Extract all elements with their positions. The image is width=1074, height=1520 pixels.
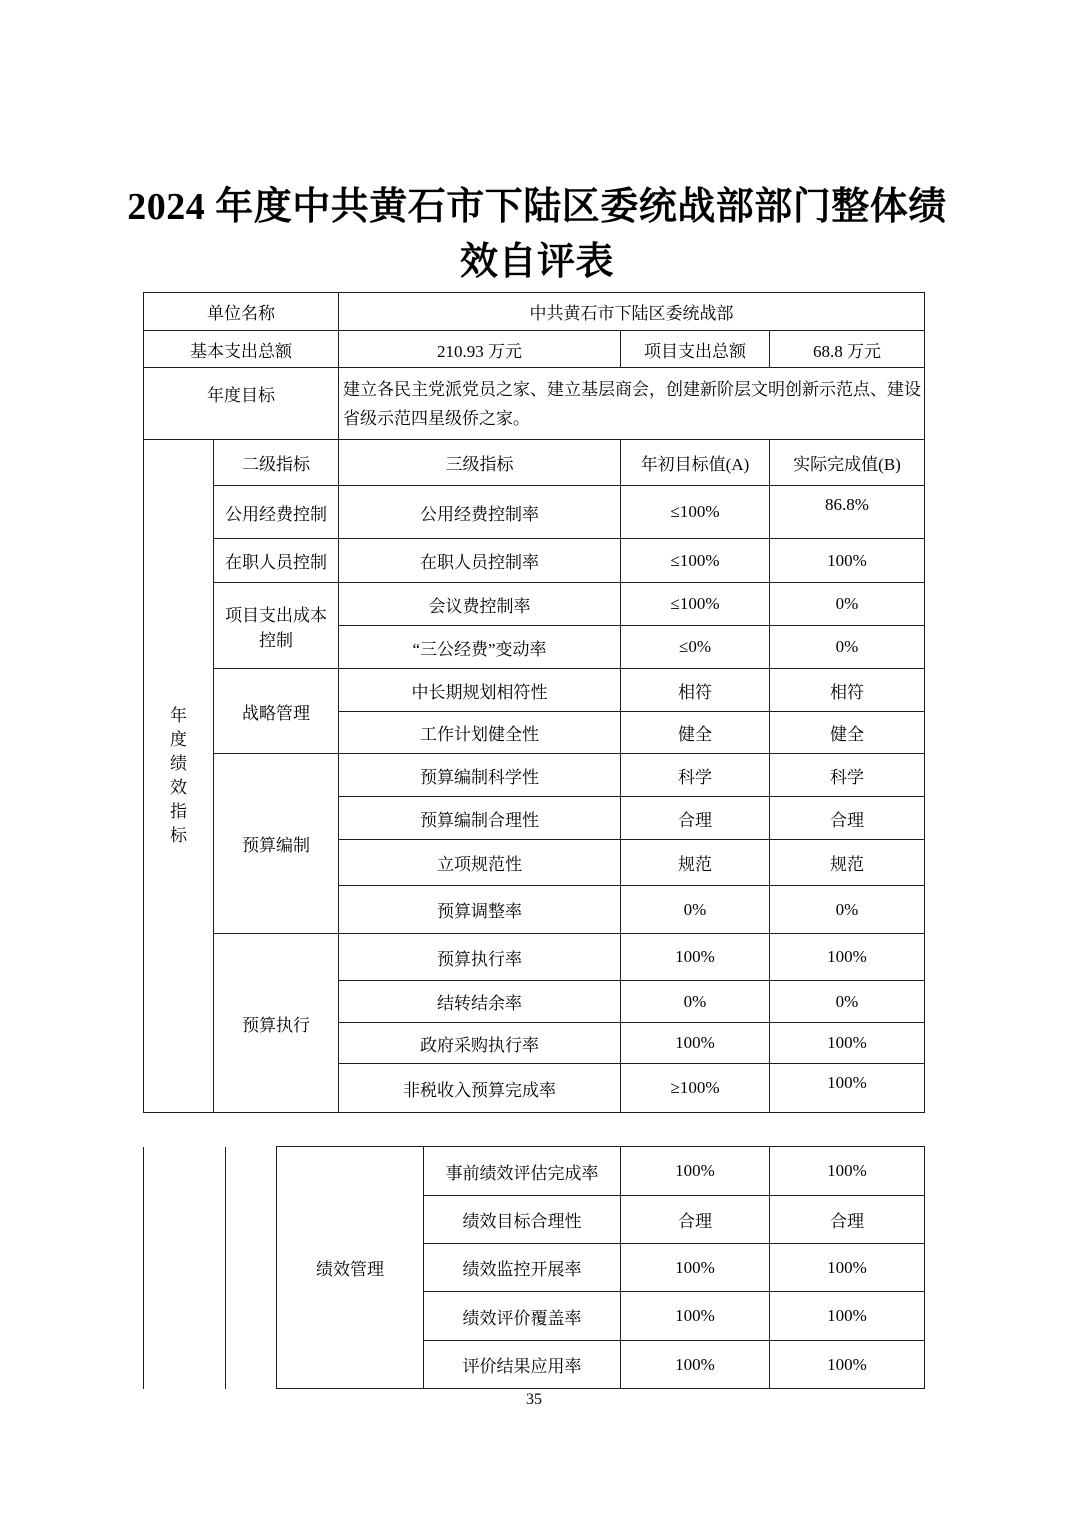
- target-cell: 0%: [621, 886, 770, 934]
- actual-cell: 健全: [770, 712, 925, 754]
- indicator-header-row: [144, 440, 925, 486]
- level3-cell: 结转结余率: [339, 981, 621, 1023]
- category-label: 年度绩效指标: [170, 706, 187, 845]
- expense-row: [144, 331, 925, 368]
- level2-cell: 项目支出成本控制: [214, 583, 339, 669]
- target-cell: ≥100%: [621, 1064, 770, 1113]
- annual-goal-value: 建立各民主党派党员之家、建立基层商会，创建新阶层文明创新示范点、建设省级示范四星级侨之家。: [339, 368, 925, 440]
- actual-cell: 0%: [770, 583, 925, 626]
- target-cell: ≤0%: [621, 626, 770, 669]
- target-cell: 100%: [621, 1023, 770, 1064]
- level3-cell: 立项规范性: [339, 840, 621, 886]
- actual-cell: 100%: [770, 934, 925, 981]
- unit-name-value: 中共黄石市下陆区委统战部: [339, 293, 925, 331]
- level3-cell: 预算执行率: [339, 934, 621, 981]
- level3-cell: 预算编制合理性: [339, 797, 621, 840]
- target-cell: ≤100%: [621, 539, 770, 583]
- target-cell: ≤100%: [621, 486, 770, 539]
- actual-cell: 100%: [770, 539, 925, 583]
- level3-cell: 政府采购执行率: [339, 1023, 621, 1064]
- category-cell-empty: [144, 1147, 226, 1389]
- indicator-row: [144, 934, 925, 981]
- target-cell: 合理: [621, 797, 770, 840]
- target-cell: 100%: [621, 934, 770, 981]
- actual-cell: 100%: [770, 1147, 925, 1196]
- target-cell: ≤100%: [621, 583, 770, 626]
- target-cell: 100%: [621, 1341, 770, 1389]
- self-evaluation-table: [143, 292, 925, 1113]
- level3-cell: 工作计划健全性: [339, 712, 621, 754]
- actual-cell: 0%: [770, 626, 925, 669]
- target-cell: 100%: [621, 1244, 770, 1292]
- target-cell: 健全: [621, 712, 770, 754]
- actual-cell: 科学: [770, 754, 925, 797]
- level3-cell: 会议费控制率: [339, 583, 621, 626]
- target-cell: 规范: [621, 840, 770, 886]
- level2-header: 二级指标: [214, 440, 339, 486]
- target-cell: 相符: [621, 669, 770, 712]
- level3-cell: 绩效评价覆盖率: [424, 1292, 621, 1341]
- level3-cell: 中长期规划相符性: [339, 669, 621, 712]
- actual-cell: 规范: [770, 840, 925, 886]
- actual-cell: 合理: [770, 797, 925, 840]
- actual-cell: 100%: [770, 1292, 925, 1341]
- level3-cell: 预算编制科学性: [339, 754, 621, 797]
- target-cell: 100%: [621, 1147, 770, 1196]
- level2-cell: 战略管理: [214, 669, 339, 754]
- spacer-cell-empty: [226, 1147, 277, 1389]
- level3-cell: 在职人员控制率: [339, 539, 621, 583]
- level2-cell: 预算执行: [214, 934, 339, 1113]
- actual-cell: 100%: [770, 1023, 925, 1064]
- actual-cell: 100%: [770, 1341, 925, 1389]
- project-expense-label: 项目支出总额: [621, 331, 770, 368]
- level2-cell: 预算编制: [214, 754, 339, 934]
- level3-cell: “三公经费”变动率: [339, 626, 621, 669]
- page-number: 35: [526, 1391, 542, 1408]
- actual-cell: 0%: [770, 981, 925, 1023]
- level3-cell: 非税收入预算完成率: [339, 1064, 621, 1113]
- indicator-row: [144, 1147, 925, 1196]
- category-cell: [144, 440, 214, 1113]
- target-cell: 科学: [621, 754, 770, 797]
- level3-cell: 预算调整率: [339, 886, 621, 934]
- unit-name-label: 单位名称: [144, 293, 339, 331]
- target-header: 年初目标值(A): [621, 440, 770, 486]
- actual-header: 实际完成值(B): [770, 440, 925, 486]
- indicator-row: [144, 583, 925, 626]
- actual-cell: 相符: [770, 669, 925, 712]
- document-title-line2: 效自评表: [459, 241, 614, 284]
- level3-cell: 评价结果应用率: [424, 1341, 621, 1389]
- level3-cell: 绩效目标合理性: [424, 1196, 621, 1244]
- indicator-row: [144, 539, 925, 583]
- actual-cell: 100%: [770, 1244, 925, 1292]
- actual-cell: 100%: [770, 1064, 925, 1113]
- basic-expense-label: 基本支出总额: [144, 331, 339, 368]
- target-cell: 合理: [621, 1196, 770, 1244]
- level2-cell: 绩效管理: [277, 1147, 424, 1389]
- basic-expense-value: 210.93 万元: [339, 331, 621, 368]
- project-expense-value: 68.8 万元: [770, 331, 925, 368]
- indicator-row: [144, 669, 925, 712]
- actual-cell: 86.8%: [770, 486, 925, 539]
- level3-cell: 绩效监控开展率: [424, 1244, 621, 1292]
- continuation-table: [143, 1146, 925, 1389]
- unit-name-row: [144, 293, 925, 331]
- document-title-line1: 2024 年度中共黄石市下陆区委统战部部门整体绩: [127, 186, 947, 228]
- level3-cell: 事前绩效评估完成率: [424, 1147, 621, 1196]
- annual-goal-label: 年度目标: [144, 368, 339, 440]
- level3-header: 三级指标: [339, 440, 621, 486]
- target-cell: 100%: [621, 1292, 770, 1341]
- level2-cell: 公用经费控制: [214, 486, 339, 539]
- document-title: [0, 180, 1074, 290]
- indicator-row: [144, 486, 925, 539]
- indicator-row: [144, 754, 925, 797]
- level3-cell: 公用经费控制率: [339, 486, 621, 539]
- actual-cell: 合理: [770, 1196, 925, 1244]
- level2-cell: 在职人员控制: [214, 539, 339, 583]
- target-cell: 0%: [621, 981, 770, 1023]
- annual-goal-row: [144, 368, 925, 440]
- actual-cell: 0%: [770, 886, 925, 934]
